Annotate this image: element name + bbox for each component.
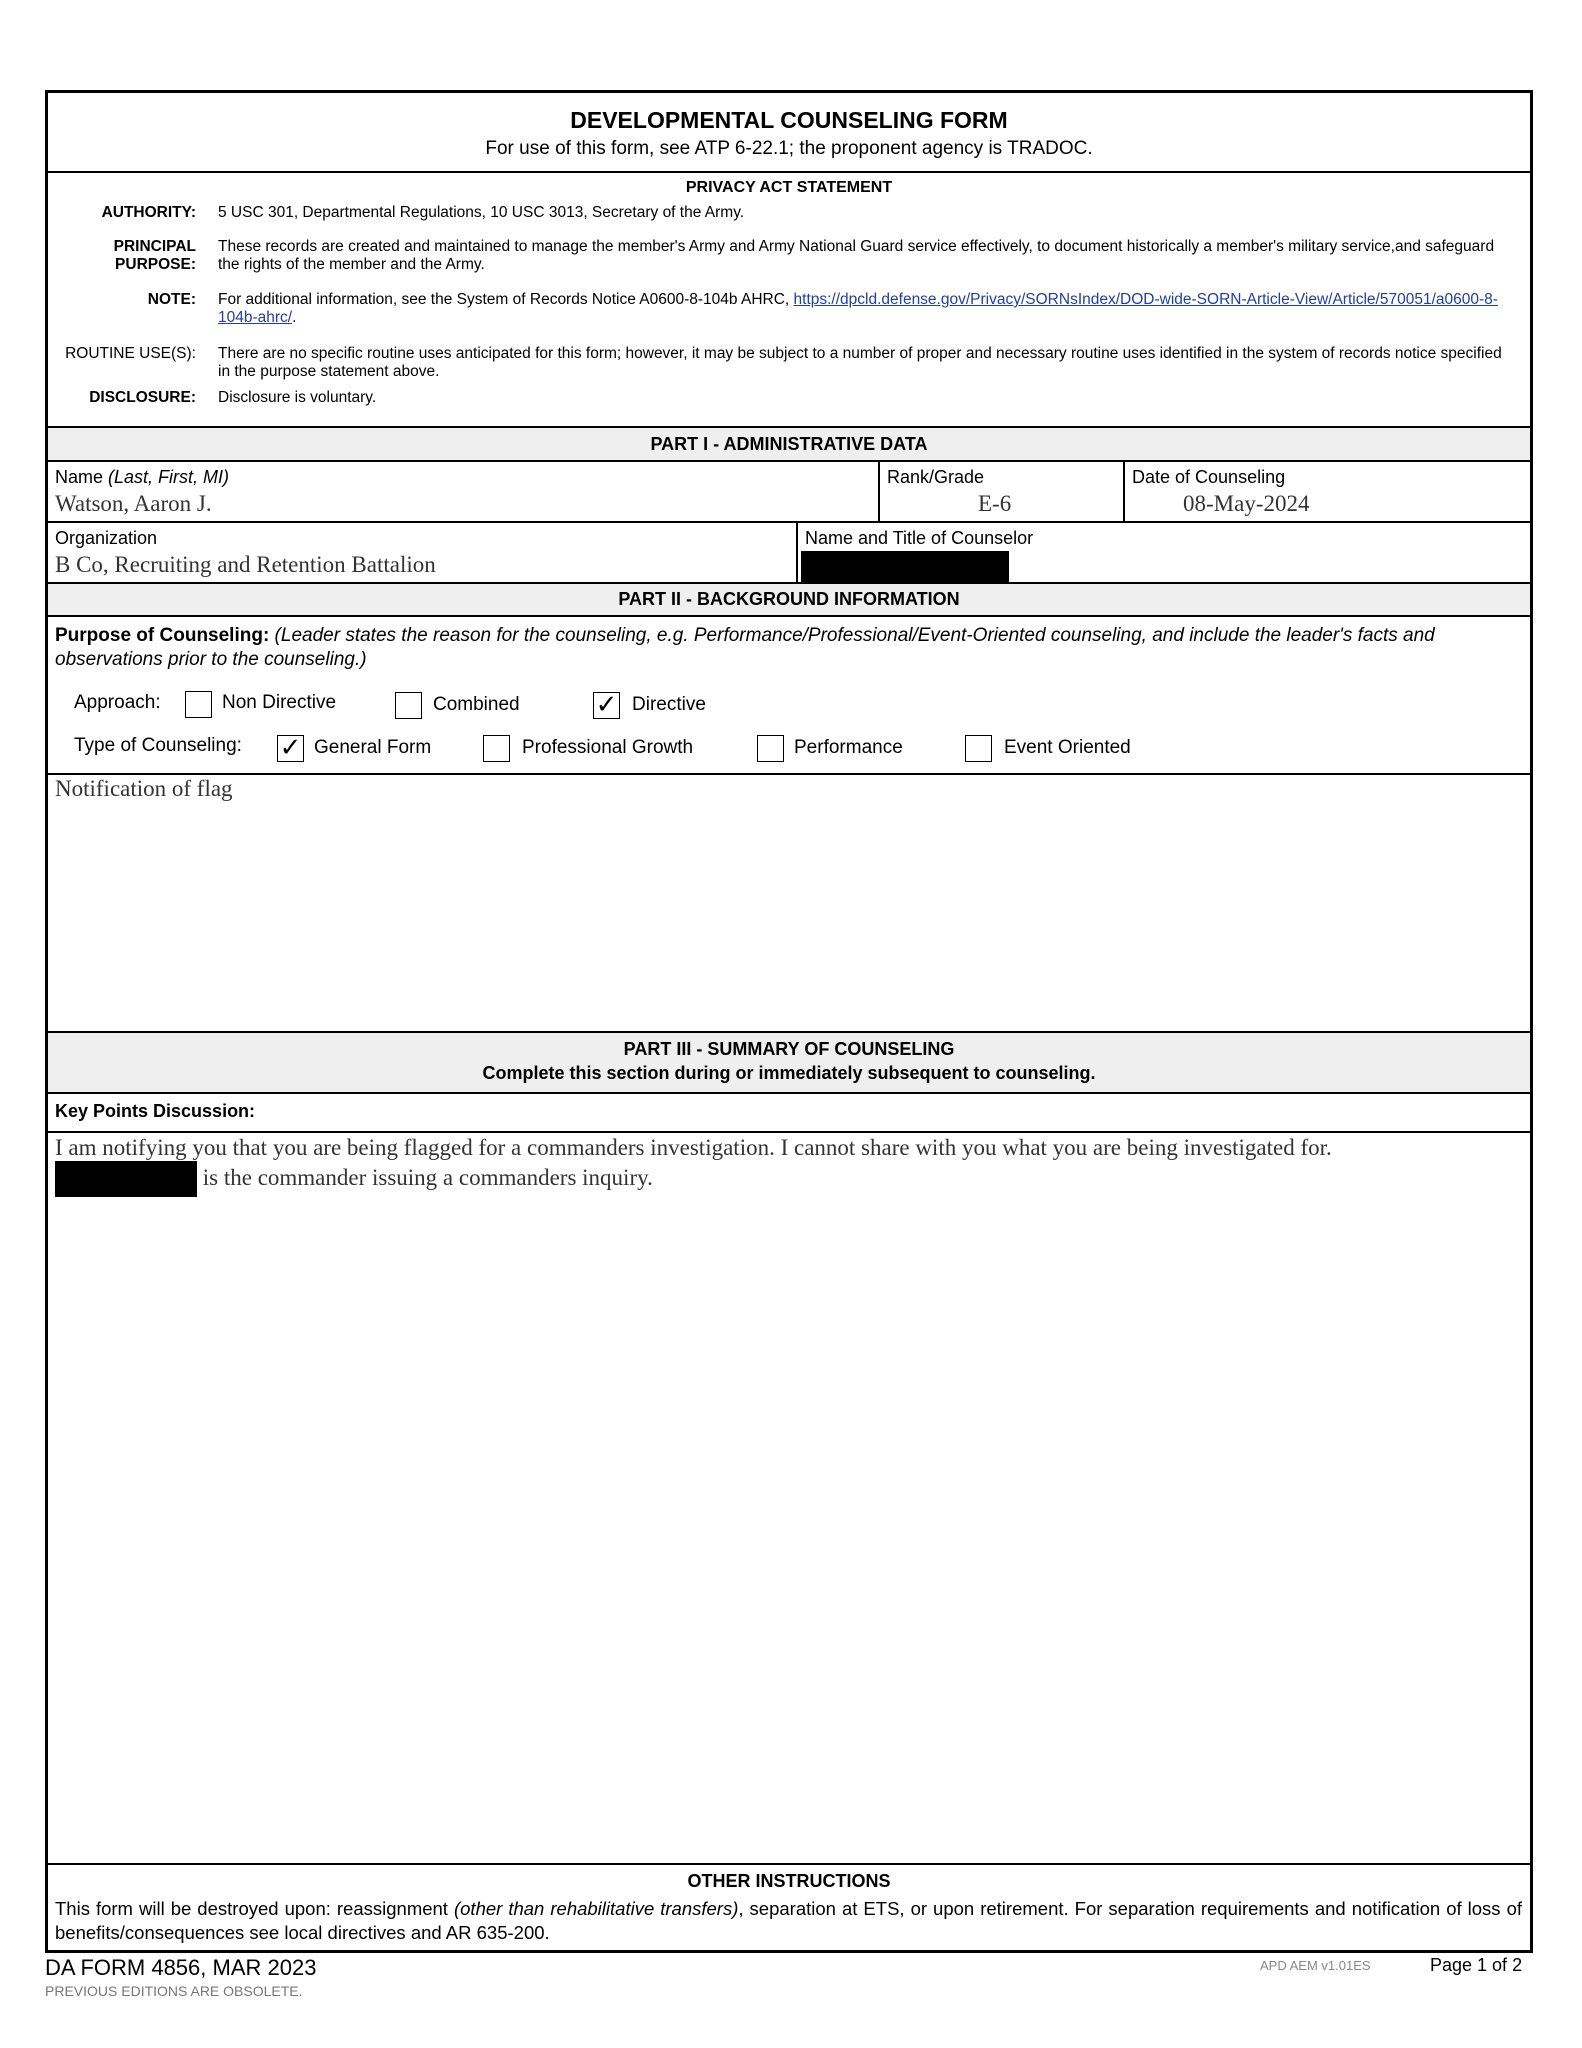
type-performance-checkbox[interactable]	[757, 735, 784, 762]
disclosure-text: Disclosure is voluntary.	[218, 389, 377, 406]
note-body: For additional information, see the System of Records Notice A0600-8-104b AHRC,	[218, 291, 794, 308]
apd-version: APD AEM v1.01ES	[1260, 1958, 1371, 1973]
form-subtitle: For use of this form, see ATP 6-22.1; the proponent agency is TRADOC.	[485, 138, 1093, 159]
divider	[48, 615, 1530, 617]
part3-subheading: Complete this section during or immediately subsequent to counseling.	[482, 1063, 1096, 1083]
divider	[48, 773, 1530, 775]
purpose-of-counseling-label: Purpose of Counseling:	[55, 625, 270, 646]
disclosure-row	[48, 389, 1530, 407]
routine-label: ROUTINE USE(S):	[65, 345, 196, 362]
counselor-redaction	[801, 551, 1009, 582]
commander-redaction	[55, 1161, 197, 1197]
counselor-label: Name and Title of Counselor	[805, 528, 1034, 548]
sorn-link[interactable]: https://dpcld.defense.gov/Privacy/SORNsIndex/DOD-wide-SORN-Article-View/Article/570051/a0600-8-104b-ahrc/	[218, 291, 1498, 326]
editions-note: PREVIOUS EDITIONS ARE OBSOLETE.	[45, 1983, 303, 1999]
approach-nondirective-checkbox[interactable]	[185, 691, 212, 718]
other-text-end: , separation at ETS, or upon retirement. For separation requirements and notification of loss of benefits/consequences see local directives and AR 635-200.	[55, 1898, 1522, 1943]
type-general-form-checkbox[interactable]: ✓	[277, 735, 304, 762]
note-text	[218, 291, 1516, 327]
key-points-line1: I am notifying you that you are being flagged for a commanders investigation. I cannot share with you what you are being investigated for.	[55, 1135, 1332, 1160]
approach-option-label: Combined	[433, 694, 520, 715]
routine-row	[48, 345, 1530, 381]
rank-label: Rank/Grade	[887, 467, 985, 487]
name-field[interactable]: Watson, Aaron J.	[55, 491, 212, 516]
key-points-label: Key Points Discussion:	[55, 1101, 256, 1121]
note-end: .	[292, 309, 297, 326]
type-option-label: Event Oriented	[1004, 737, 1131, 758]
form-title: DEVELOPMENTAL COUNSELING FORM	[570, 107, 1008, 133]
approach-label: Approach:	[74, 692, 161, 713]
key-points-field[interactable]	[55, 1134, 1332, 1197]
purpose-label-line2: PURPOSE:	[115, 256, 196, 273]
part2-heading: PART II - BACKGROUND INFORMATION	[48, 584, 1530, 615]
divider	[48, 1131, 1530, 1133]
org-field[interactable]: B Co, Recruiting and Retention Battalion	[55, 552, 436, 577]
purpose-label-line1: PRINCIPAL	[113, 238, 196, 255]
privacy-heading: PRIVACY ACT STATEMENT	[685, 179, 893, 196]
part1-heading: PART I - ADMINISTRATIVE DATA	[48, 428, 1530, 460]
org-label: Organization	[55, 528, 158, 548]
purpose-of-counseling-hint: (Leader states the reason for the counseling, e.g. Performance/Professional/Event-Oriented counseling, and include the leader's facts and observations prior to the counseling.)	[55, 625, 1435, 670]
purpose-row	[48, 238, 1530, 274]
page-number: Page 1 of 2	[1430, 1955, 1523, 1975]
note-row	[48, 291, 1530, 327]
purpose-label	[48, 238, 196, 274]
divider	[1123, 461, 1125, 521]
purpose-text: These records are created and maintained to manage the member's Army and Army National Guard service effectively, to document historically a member's military service,and safeguard the rights of the member and the Army.	[218, 238, 1495, 273]
date-label: Date of Counseling	[1132, 467, 1286, 487]
divider	[796, 522, 798, 582]
other-instructions-text	[55, 1897, 1522, 1945]
key-points-line2-text: is the commander issuing a commanders inquiry.	[197, 1165, 653, 1190]
approach-option-label: Non Directive	[222, 692, 337, 713]
disclosure-label: DISCLOSURE:	[89, 389, 196, 406]
divider	[48, 521, 1530, 523]
authority-text: 5 USC 301, Departmental Regulations, 10 USC 3013, Secretary of the Army.	[218, 204, 745, 221]
approach-directive-checkbox[interactable]: ✓	[593, 692, 620, 719]
purpose-text-field[interactable]: Notification of flag	[55, 776, 233, 801]
counseling-form	[45, 90, 1533, 1953]
type-professional-growth-checkbox[interactable]	[483, 735, 510, 762]
type-event-oriented-checkbox[interactable]	[965, 735, 992, 762]
type-label: Type of Counseling:	[74, 735, 242, 756]
name-label	[55, 467, 229, 488]
divider	[48, 460, 1530, 462]
type-option-label: General Form	[314, 737, 432, 758]
rank-field[interactable]: E-6	[978, 491, 1012, 516]
privacy-act-section	[48, 173, 1530, 423]
other-text-italic: (other than rehabilitative transfers)	[453, 1898, 739, 1919]
purpose-instructions	[55, 624, 1522, 672]
name-label-hint: (Last, First, MI)	[108, 467, 230, 487]
other-instructions-heading: OTHER INSTRUCTIONS	[687, 1871, 891, 1891]
divider	[48, 1863, 1530, 1865]
name-label-text: Name	[55, 467, 109, 487]
divider	[48, 1092, 1530, 1094]
key-points-line2	[55, 1161, 1332, 1197]
part3-heading: PART III - SUMMARY OF COUNSELING	[623, 1039, 955, 1059]
authority-row	[48, 204, 1530, 222]
type-option-label: Performance	[794, 737, 903, 758]
approach-option-label: Directive	[632, 694, 706, 715]
routine-text: There are no specific routine uses anticipated for this form; however, it may be subject to a number of proper and necessary routine uses identified in the system of records notice specified in the purpose statement above.	[218, 345, 1502, 380]
date-field[interactable]: 08-May-2024	[1183, 491, 1310, 516]
other-text-start: This form will be destroyed upon: reassignment	[55, 1898, 454, 1919]
note-label: NOTE:	[147, 291, 196, 308]
authority-label: AUTHORITY:	[101, 204, 196, 221]
approach-combined-checkbox[interactable]	[395, 692, 422, 719]
form-title-block	[48, 93, 1530, 171]
form-id: DA FORM 4856, MAR 2023	[45, 1955, 317, 1980]
divider	[878, 461, 880, 521]
part3-header	[48, 1033, 1530, 1092]
type-option-label: Professional Growth	[522, 737, 694, 758]
